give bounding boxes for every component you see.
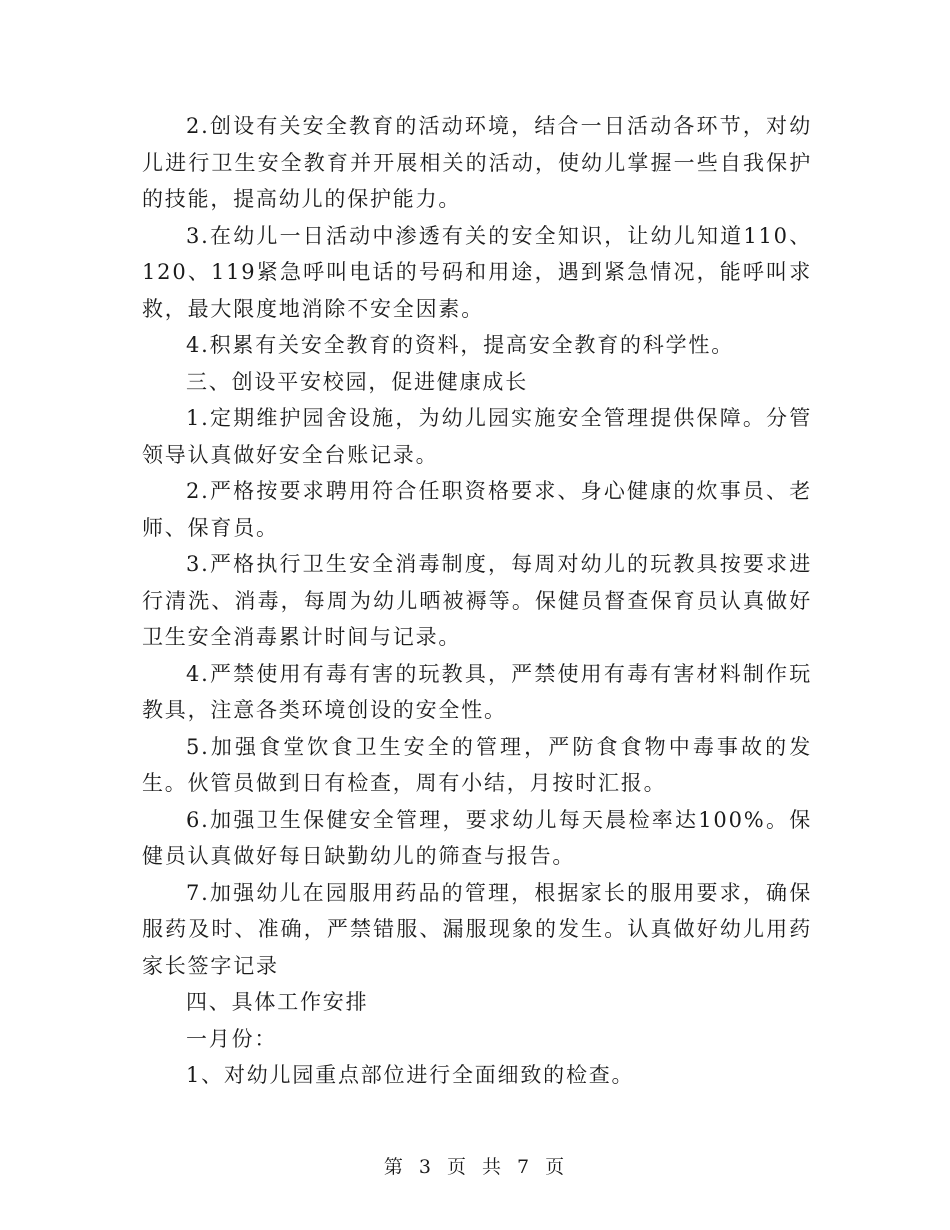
document-body <box>142 108 812 1094</box>
paragraph-safety-environment: 2.创设有关安全教育的活动环境，结合一日活动各环节，对幼儿进行卫生安全教育并开展相关的活动，使幼儿掌握一些自我保护的技能，提高幼儿的保护能力。 <box>142 114 812 211</box>
paragraph-facility-maintenance: 1.定期维护园舍设施，为幼儿园实施安全管理提供保障。分管领导认真做好安全台账记录。 <box>142 406 812 467</box>
paragraph-health-check: 6.加强卫生保健安全管理，要求幼儿每天晨检率达100%。保健员认真做好每日缺勤幼儿的筛查与报告。 <box>142 807 812 868</box>
paragraph-toy-safety: 4.严禁使用有毒有害的玩教具，严禁使用有毒有害材料制作玩教具，注意各类环境创设的安全性。 <box>142 661 812 722</box>
subheading-january: 一月份： <box>186 1026 278 1051</box>
paragraph-canteen-safety: 5.加强食堂饮食卫生安全的管理，严防食食物中毒事故的发生。伙管员做到日有检查，周有小结，月按时汇报。 <box>142 734 812 795</box>
paragraph-inspection: 1、对幼儿园重点部位进行全面细致的检查。 <box>186 1063 635 1087</box>
paragraph-medication: 7.加强幼儿在园服用药品的管理，根据家长的服用要求，确保服药及时、准确，严禁错服、漏服现象的发生。认真做好幼儿用药家长签字记录 <box>142 880 812 978</box>
paragraph-disinfection: 3.严格执行卫生安全消毒制度，每周对幼儿的玩教具按要求进行清洗、消毒，每周为幼儿晒被褥等。保健员督查保育员认真做好卫生安全消毒累计时间与记录。 <box>142 552 812 649</box>
page-number-label: 第 3 页 共 7 页 <box>383 1156 567 1178</box>
section-heading-work-plan: 四、具体工作安排 <box>186 990 369 1014</box>
page-footer <box>0 1152 950 1179</box>
section-heading-safe-campus: 三、创设平安校园，促进健康成长 <box>186 369 528 394</box>
paragraph-staff-hiring: 2.严格按要求聘用符合任职资格要求、身心健康的炊事员、老师、保育员。 <box>142 479 812 540</box>
paragraph-safety-materials: 4.积累有关安全教育的资料，提高安全教育的科学性。 <box>186 333 735 357</box>
paragraph-safety-knowledge: 3.在幼儿一日活动中渗透有关的安全知识，让幼儿知道110、120、119紧急呼叫电话的号码和用途，遇到紧急情况，能呼叫求救，最大限度地消除不安全因素。 <box>142 223 812 321</box>
